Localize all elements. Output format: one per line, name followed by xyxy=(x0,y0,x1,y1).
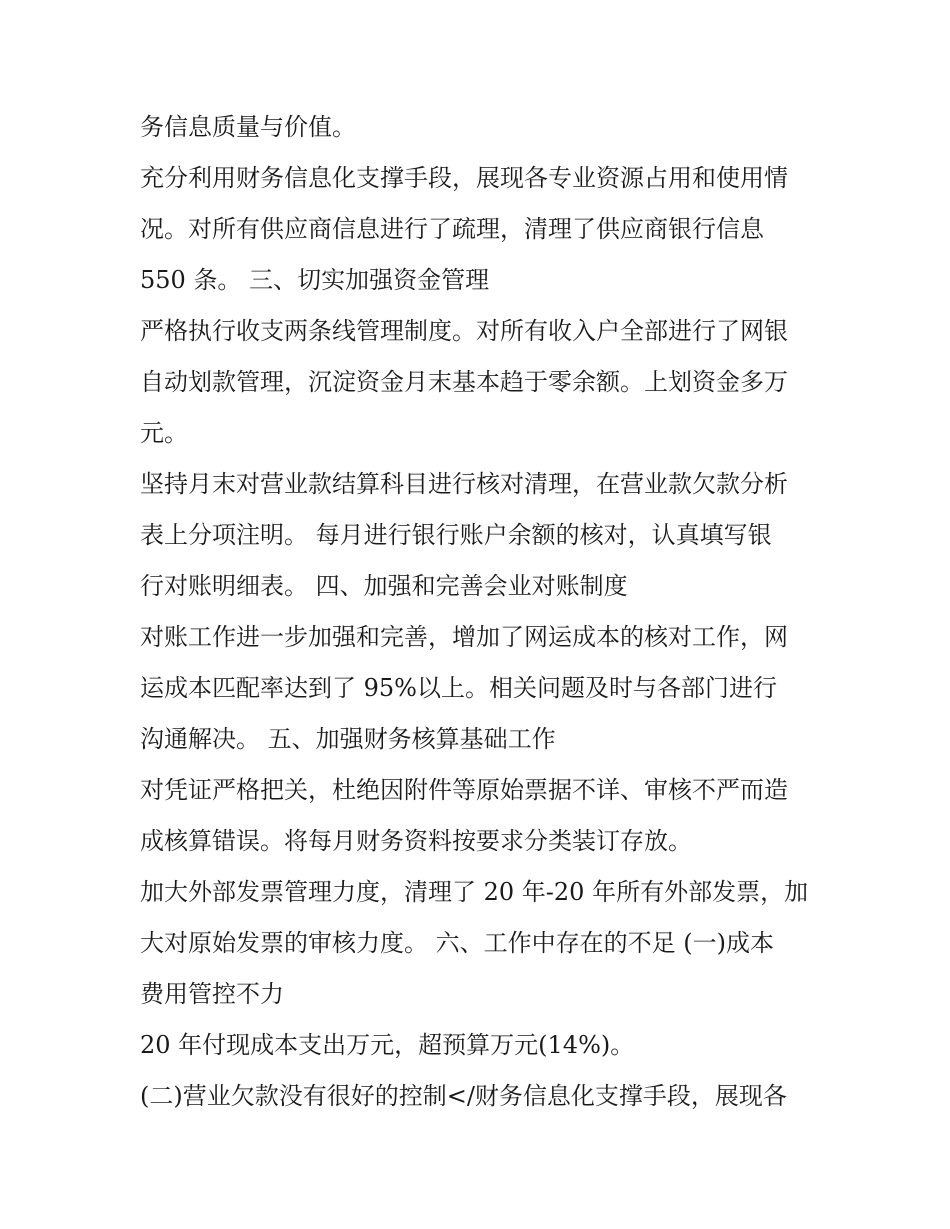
text-line: 表上分项注明。 每月进行银行账户余额的核对，认真填写银 xyxy=(140,521,772,549)
text-line: 严格执行收支两条线管理制度。对所有收入户全部进行了网银 xyxy=(140,317,788,345)
text-line: 成核算错误。将每月财务资料按要求分类装订存放。 xyxy=(140,827,692,855)
text-line: 元。 xyxy=(140,419,188,447)
text-line: 550 条。 三、切实加强资金管理 xyxy=(140,266,490,294)
text-line: 务信息质量与价值。 xyxy=(140,113,356,141)
text-line: (二)营业欠款没有很好的控制</财务信息化支撑手段，展现各 xyxy=(140,1082,787,1110)
text-line: 坚持月末对营业款结算科目进行核对清理，在营业款欠款分析 xyxy=(140,470,788,498)
text-line: 运成本匹配率达到了 95%以上。相关问题及时与各部门进行 xyxy=(140,674,777,702)
text-line: 沟通解决。 五、加强财务核算基础工作 xyxy=(140,725,556,753)
text-line: 行对账明细表。 四、加强和完善会业对账制度 xyxy=(140,572,628,600)
text-line: 充分利用财务信息化支撑手段，展现各专业资源占用和使用情 xyxy=(140,164,788,192)
text-line: 加大外部发票管理力度，清理了 20 年-20 年所有外部发票，加 xyxy=(140,878,809,906)
text-line: 自动划款管理，沉淀资金月末基本趋于零余额。上划资金多万 xyxy=(140,368,788,396)
text-line: 费用管控不力 xyxy=(140,980,284,1008)
text-line: 对账工作进一步加强和完善，增加了网运成本的核对工作，网 xyxy=(140,623,788,651)
text-line: 大对原始发票的审核力度。 六、工作中存在的不足 (一)成本 xyxy=(140,929,774,957)
text-line: 20 年付现成本支出万元，超预算万元(14%)。 xyxy=(140,1031,635,1059)
text-line: 况。对所有供应商信息进行了疏理，清理了供应商银行信息 xyxy=(140,215,764,243)
document-body xyxy=(140,102,820,1122)
text-line: 对凭证严格把关，杜绝因附件等原始票据不详、审核不严而造 xyxy=(140,776,788,804)
